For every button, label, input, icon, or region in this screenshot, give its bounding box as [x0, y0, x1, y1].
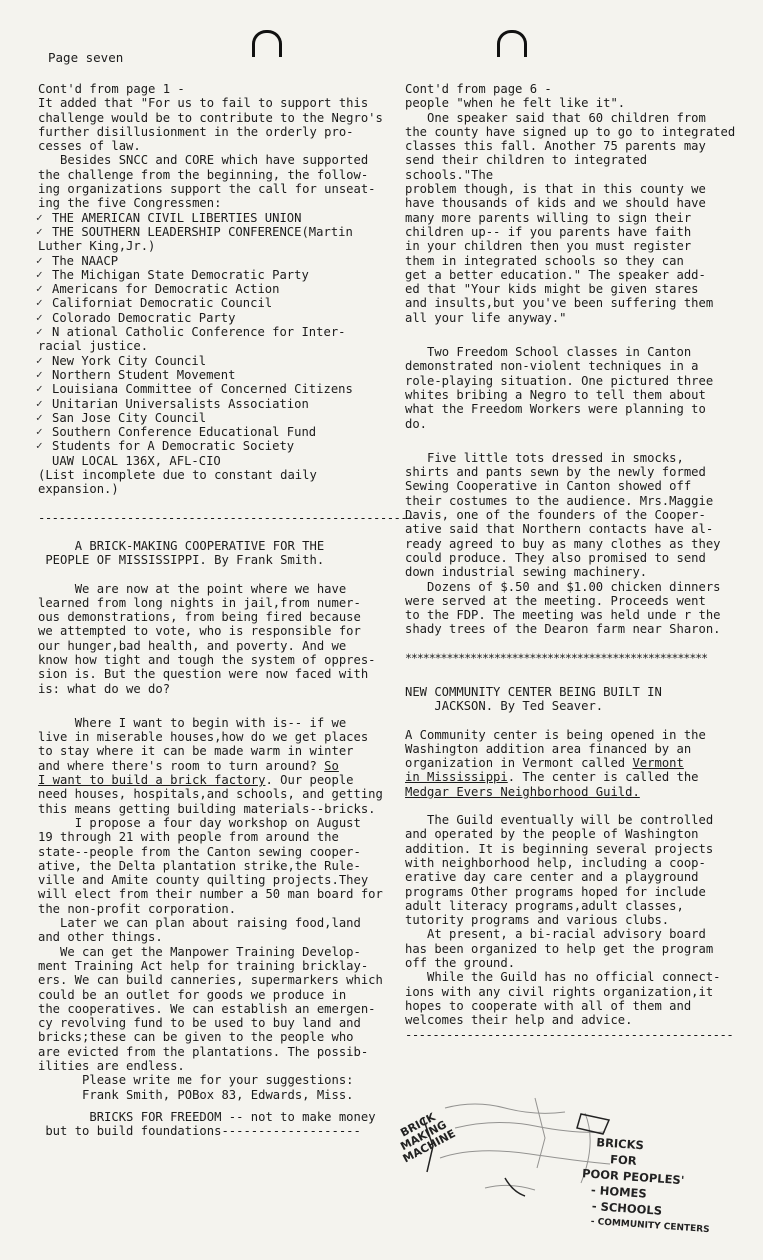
- brick-article-paragraph: Where I want to begin with is-- if we live in miserable houses,how do we get places to stay where it can be made warm in winter and where there's room to turn around? So I want to build a brick factory. Our people need houses, hospitals,and schools, and getting this means getting building materials--bricks.: [38, 715, 383, 816]
- brick-article-paragraph: I propose a four day workshop on August 19 through 21 with people from around the state--people from the Canton sewing cooper- ative, the Delta plantation strike,the Rule- ville and Amite county quilting projects.They will elect from their number a 50 man board for the non-profit corporation.: [38, 815, 383, 916]
- list-item: ✓ Students for A Democratic Society: [36, 439, 295, 454]
- brick-article-paragraph: We are now at the point where we have learned from long nights in jail,from numer- ous demonstrations, from being fired because we attempted to vote, who is responsible for our hunger,bad health, and poverty. And we know how tight and tough the system of oppres- sion is. But the question were now faced with is: what do we do?: [38, 581, 376, 696]
- note-line: BRICKS: [595, 1135, 645, 1153]
- supporting-orgs-intro: Besides SNCC and CORE which have supported the challenge from the beginning, the follow- ing organizations support the call for unseat- ing the five Congressmen:: [38, 153, 376, 211]
- list-item: ✓ Unitarian Universalists Association: [36, 396, 309, 411]
- right-column: [405, 82, 737, 1042]
- check-mark-icon: ✓: [36, 439, 43, 453]
- community-center-paragraph: At present, a bi-racial advisory board has been organized to help get the program off the ground.: [405, 927, 714, 971]
- binder-hole-right: [497, 30, 527, 57]
- check-mark-icon: ✓: [36, 267, 43, 281]
- page-number: Page seven: [48, 50, 124, 65]
- binder-hole-left: [252, 30, 282, 57]
- check-mark-icon: ✓: [36, 425, 43, 439]
- list-item: ✓ The Michigan State Democratic Party: [36, 267, 309, 282]
- community-center-paragraph: A Community center is being opened in the Washington addition area financed by an organization in Vermont called Vermont in Mississippi. The center is called the Medgar Evers Neighborhood Guild.: [405, 727, 706, 799]
- check-mark-icon: ✓: [36, 310, 43, 324]
- community-center-paragraph: The Guild eventually will be controlled and operated by the people of Washington addition. It is beginning several projects with neighborhood help, including a coop- erative day care center and a playground programs Other programs hoped for include adult literacy programs,adult classes, tutority programs and various clubs.: [405, 813, 714, 928]
- sewing-cooperative-paragraph: Five little tots dressed in smocks, shirts and pants sewn by the newly formed Sewing Cooperative in Canton showed off their costumes to the audience. Mrs.Maggie Davis, one of the founders of the Cooper- ative said that Northern contacts have al- ready agreed to buy as many clothes as they could produce. They also promised to send down industrial sewing machinery.: [405, 450, 721, 580]
- brick-machine-label: BRICK MAKING MACHINE: [398, 1110, 458, 1166]
- chicken-dinner-paragraph: Dozens of $.50 and $1.00 chicken dinners were served at the meeting. Proceeds went to the FDP. The meeting was held unde r the shady trees of the Dearon farm near Sharon.: [405, 579, 721, 637]
- list-item: ✓ San Jose City Council: [36, 410, 207, 425]
- contact-address: Please write me for your suggestions: Frank Smith, POBox 83, Edwards, Miss.: [82, 1073, 354, 1102]
- list-item: ✓ Colorado Democratic Party: [36, 310, 236, 325]
- note-line: FOR: [609, 1152, 638, 1168]
- community-center-paragraph: While the Guild has no official connect- ions with any civil rights organization,it hopes to cooperate with all of them and welcomes their help and advice.: [405, 970, 721, 1028]
- handwritten-note: [560, 1132, 715, 1238]
- section-divider: -------------------------------------------------------: [38, 510, 415, 525]
- check-mark-icon: ✓: [36, 367, 43, 381]
- organization-list: [38, 211, 390, 468]
- brick-article-paragraph: We can get the Manpower Training Develop- ment Training Act help for training bricklay- ers. We can build canneries, supermarkers which could be an outlet for goods we produce in the cooperatives. We can establish an emergen- cy revolving fund to be used to buy land and bricks;these can be given to the people who are evicted from the plantations. The possib- ilities are endless.: [38, 944, 383, 1073]
- list-item: ✓ Northern Student Movement: [36, 367, 236, 382]
- list-item: Luther King,Jr.): [38, 239, 156, 254]
- list-item: ✓ N ational Catholic Conference for Inter-: [36, 325, 346, 340]
- note-line: - COMMUNITY CENTERS: [590, 1216, 710, 1236]
- brick-article-title: A BRICK-MAKING COOPERATIVE FOR THE PEOPLE OF MISSISSIPPI. By Frank Smith.: [45, 538, 325, 568]
- check-mark-icon: ✓: [36, 325, 43, 339]
- canton-meeting-paragraph: One speaker said that 60 children from the county have signed up to go to integrated classes this fall. Another 75 parents may send their children to integrated schools."The problem though, is that in this county we have thousands of kids and we should have many more parents willing to sign their children up-- if you parents have faith in your children then you must register them in integrated schools so they can get a better education." The speaker add- ed that "Your kids might be given stares and insults,but you've been suffering them all your life anyway.": [405, 110, 736, 325]
- note-line: POOR PEOPLES': [581, 1166, 685, 1188]
- check-mark-icon: ✓: [36, 224, 43, 238]
- list-item: ✓ Louisiana Committee of Concerned Citizens: [36, 382, 353, 397]
- community-center-title: NEW COMMUNITY CENTER BEING BUILT IN JACKSON. By Ted Seaver.: [405, 684, 662, 714]
- continued-text: Cont'd from page 6 - people "when he felt like it".: [405, 82, 626, 111]
- check-mark-icon: ✓: [36, 353, 43, 367]
- freedom-school-paragraph: Two Freedom School classes in Canton demonstrated non-violent techniques in a role-playing situation. One pictured three whites bribing a Negro to tell them about what the Freedom Workers were planning to do.: [405, 345, 714, 431]
- brick-article-paragraph: Later we can plan about raising food,land and other things.: [38, 916, 361, 945]
- list-item: ✓ Southern Conference Educational Fund: [36, 425, 317, 440]
- continued-text: Cont'd from page 1 - It added that "For us to fail to support this challenge would be to contribute to the Negro's further disillusionment in the orderly pro- cesses of law.: [38, 82, 383, 154]
- check-mark-icon: ✓: [36, 296, 43, 310]
- check-mark-icon: ✓: [36, 282, 43, 296]
- list-item: ✓ Americans for Democratic Action: [36, 282, 280, 297]
- list-item: ✓ THE AMERICAN CIVIL LIBERTIES UNION: [36, 210, 302, 225]
- list-item: ✓ The NAACP: [36, 253, 119, 268]
- list-item: ✓ Californiat Democratic Council: [36, 296, 273, 311]
- star-divider: ***************************************************: [405, 650, 708, 665]
- check-mark-icon: ✓: [36, 253, 43, 267]
- list-note: (List incomplete due to constant daily expansion.): [38, 468, 317, 497]
- note-line: - HOMES: [590, 1182, 648, 1201]
- list-item: ✓ THE SOUTHERN LEADERSHIP CONFERENCE(Martin: [36, 224, 353, 239]
- check-mark-icon: ✓: [36, 210, 43, 224]
- check-mark-icon: ✓: [36, 382, 43, 396]
- left-column: [36, 82, 415, 1139]
- section-divider: ------------------------------------------------: [405, 1027, 734, 1042]
- note-line: - SCHOOLS: [591, 1198, 663, 1218]
- check-mark-icon: ✓: [36, 396, 43, 410]
- check-mark-icon: ✓: [36, 410, 43, 424]
- list-item: UAW LOCAL 136X, AFL-CIO: [52, 453, 221, 468]
- list-item: ✓ New York City Council: [36, 353, 207, 368]
- list-item: racial justice.: [38, 339, 149, 354]
- bricks-for-freedom-slogan: BRICKS FOR FREEDOM -- not to make money but to build foundations-------------------: [45, 1109, 376, 1139]
